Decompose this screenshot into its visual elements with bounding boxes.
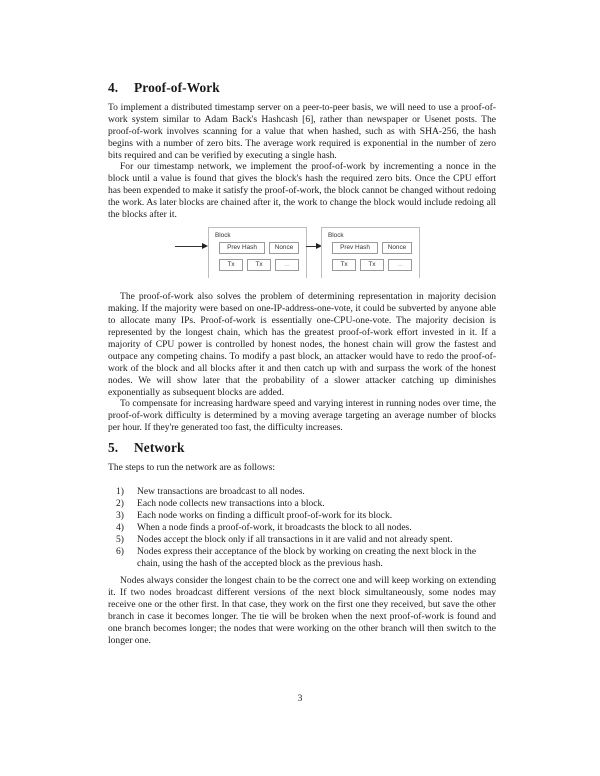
block-box — [208, 227, 307, 278]
paragraph: For our timestamp network, we implement the proof-of-work by incrementing a nonce in the block until a value is found that gives the block's hash the required zero bits. Once the CPU effort has been expended to make it satisfy the proof-of-work, the block cannot be changed without redoing the work. As later blocks are chained after it, the work to change the block would include redoing all the blocks after it. — [108, 161, 496, 220]
arrow-line — [175, 246, 205, 247]
paragraph: Nodes always consider the longest chain to be the correct one and will keep working on extending it. If two nodes broadcast different versions of the next block simultaneously, some nodes may receive one or the other first. In that case, they work on the first one they received, but save the other branch in case it becomes longer. The tie will be broken when the next proof-of-work is found and one branch becomes longer; the nodes that were working on the other branch will then switch to the longer one. — [108, 575, 496, 646]
block-label: Block — [328, 232, 344, 239]
paragraph: To implement a distributed timestamp server on a peer-to-peer basis, we will need to use a proof-of-work system similar to Adam Back's Hashcash [6], rather than newspaper or Usenet posts. The proof-of-work involves scanning for a value that when hashed, such as with SHA-256, the hash begins with a number of zero bits. The average work required is exponential in the number of zero bits required and can be verified by executing a single hash. — [108, 102, 496, 161]
block-chain-diagram — [180, 227, 420, 279]
page-number: 3 — [297, 694, 303, 704]
list-item: 4) When a node finds a proof-of-work, it broadcasts the block to all nodes. — [116, 521, 412, 533]
tx-cell: Tx — [219, 259, 243, 271]
paragraph: The proof-of-work also solves the problem of determining representation in majority decision making. If the majority were based on one-IP-address-one-vote, it could be subverted by anyone able to allocate many IPs. Proof-of-work is essentially one-CPU-one-vote. The majority decision is represented by the longest chain, which has the greatest proof-of-work effort invested in it. If a majority of CPU power is controlled by honest nodes, the honest chain will grow the fastest and outpace any competing chains. To modify a past block, an attacker would have to redo the proof-of-work of the block and all blocks after it and then catch up with and surpass the work of the honest nodes. We will show later that the probability of a slower attacker catching up diminishes exponentially as subsequent blocks are added. — [108, 291, 496, 398]
paragraph: To compensate for increasing hardware speed and varying interest in running nodes over time, the proof-of-work difficulty is determined by a moving average targeting an average number of blocks per hour. If they're generated too fast, the difficulty increases. — [108, 398, 496, 433]
list-item: 5) Nodes accept the block only if all transactions in it are valid and not already spent. — [116, 533, 453, 545]
network-steps-list — [116, 486, 496, 570]
tx-ellipsis-cell: ... — [275, 259, 299, 271]
list-item: 6) Nodes express their acceptance of the block by working on creating the next block in the chain, using the hash of the accepted block as the previous hash. — [116, 545, 477, 569]
section-number: 4. — [108, 80, 119, 95]
block-box — [321, 227, 420, 278]
section-heading-proof-of-work — [108, 80, 220, 96]
tx-cell: Tx — [332, 259, 356, 271]
nonce-cell: Nonce — [269, 242, 299, 254]
block-label: Block — [215, 232, 231, 239]
paragraph-intro: The steps to run the network are as follows: — [108, 462, 276, 473]
section-heading-network — [108, 440, 185, 456]
nonce-cell: Nonce — [382, 242, 412, 254]
tx-cell: Tx — [360, 259, 384, 271]
section-number: 5. — [108, 440, 119, 455]
prev-hash-cell: Prev Hash — [219, 242, 265, 254]
list-item: 1) New transactions are broadcast to all nodes. — [116, 486, 305, 497]
list-item: 3) Each node works on finding a difficult proof-of-work for its block. — [116, 509, 393, 521]
tx-ellipsis-cell: ... — [388, 259, 412, 271]
section-title: Network — [134, 440, 185, 455]
tx-cell: Tx — [247, 259, 271, 271]
prev-hash-cell: Prev Hash — [332, 242, 378, 254]
list-item: 2) Each node collects new transactions into a block. — [116, 497, 325, 509]
section-title: Proof-of-Work — [134, 80, 220, 95]
